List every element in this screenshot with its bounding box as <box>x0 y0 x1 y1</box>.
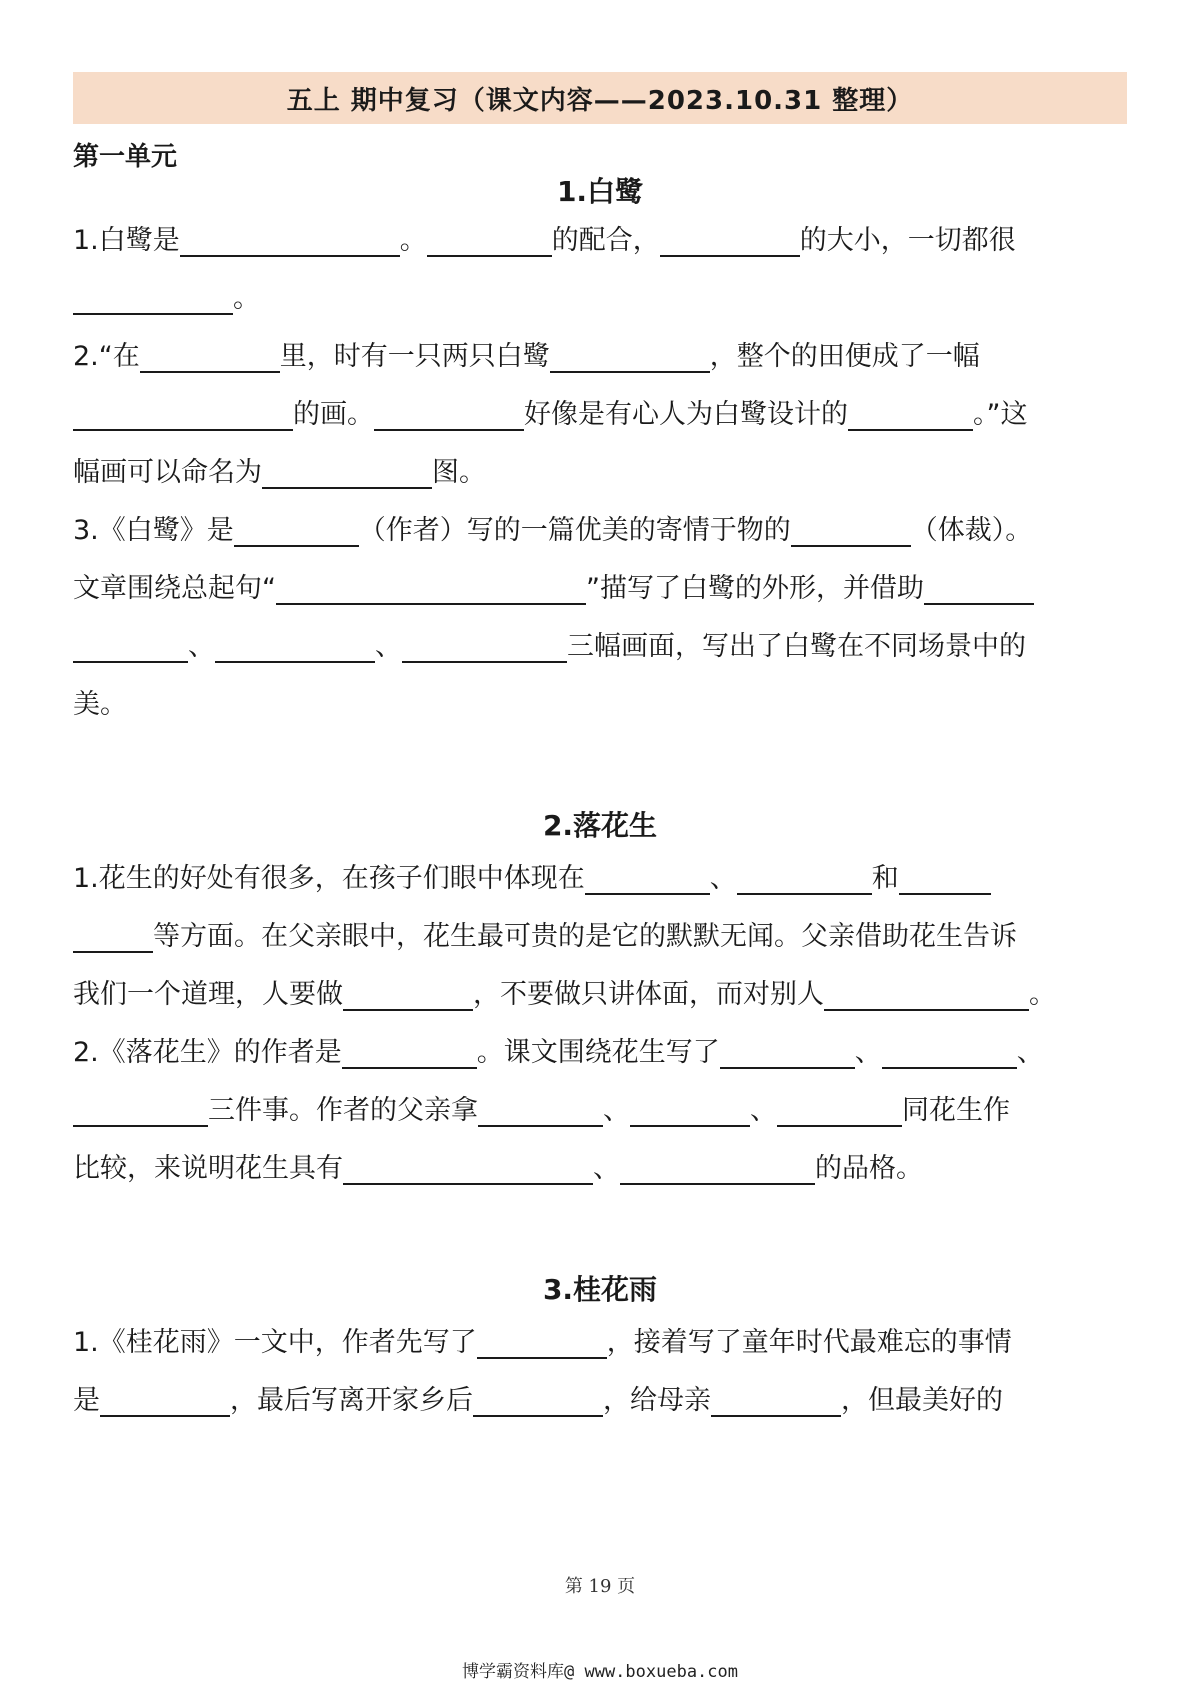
fill-in-blank[interactable] <box>427 225 552 257</box>
line-text: ，整个的田便成了一幅 <box>709 341 980 372</box>
fill-in-blank[interactable] <box>473 1385 603 1417</box>
fill-in-blank[interactable] <box>180 225 400 257</box>
line-text: 三幅画面，写出了白鹭在不同场景中的 <box>567 631 1026 662</box>
line-text: 等方面。在父亲眼中，花生最可贵的是它的默默无闻。父亲借助花生告诉 <box>153 921 1017 952</box>
line-text: 是 <box>73 1385 100 1416</box>
fill-in-blank[interactable] <box>620 1153 815 1185</box>
text-line <box>73 221 1016 261</box>
text-line <box>73 685 127 725</box>
line-text: ”描写了白鹭的外形，并借助 <box>586 573 924 604</box>
lesson-title: 2.落花生 <box>542 809 658 842</box>
line-text: ，但最美好的 <box>841 1385 1003 1416</box>
fill-in-blank[interactable] <box>73 399 293 431</box>
fill-in-blank[interactable] <box>276 573 586 605</box>
line-text: 2.“在 <box>73 341 140 372</box>
fill-in-blank[interactable] <box>660 225 800 257</box>
fill-in-blank[interactable] <box>374 399 524 431</box>
fill-in-blank[interactable] <box>882 1037 1017 1069</box>
fill-in-blank[interactable] <box>848 399 973 431</box>
text-line <box>73 337 980 377</box>
line-text: 。课文围绕花生写了 <box>476 1037 720 1068</box>
fill-in-blank[interactable] <box>343 1153 593 1185</box>
line-text: 、 <box>1016 1037 1044 1068</box>
line-text: （体裁）。 <box>910 515 1033 546</box>
fill-in-blank[interactable] <box>550 341 710 373</box>
text-line <box>73 859 991 899</box>
page-title <box>73 72 1127 124</box>
fill-in-blank[interactable] <box>73 921 153 953</box>
line-text: 、 <box>709 863 737 894</box>
fill-in-blank[interactable] <box>342 1037 477 1069</box>
text-line <box>73 627 1026 667</box>
lesson-title: 1.白鹭 <box>556 175 644 208</box>
text-line <box>73 1149 923 1189</box>
line-text: 。 <box>1029 979 1056 1010</box>
line-text: 的配合， <box>551 225 660 256</box>
fill-in-blank[interactable] <box>477 1327 607 1359</box>
line-text: ，不要做只讲体面，而对别人 <box>473 979 824 1010</box>
line-text: 、 <box>750 1095 777 1126</box>
line-text: 里，时有一只两只白鹭 <box>279 341 550 372</box>
line-text: 、 <box>375 631 402 662</box>
line-text: 1.白鹭是 <box>73 225 180 256</box>
fill-in-blank[interactable] <box>343 979 473 1011</box>
text-line <box>73 975 1056 1015</box>
line-text: 幅画可以命名为 <box>73 457 262 488</box>
line-text: 、 <box>854 1037 882 1068</box>
line-text: 。 <box>233 283 260 314</box>
text-line <box>73 1323 1012 1363</box>
text-line <box>73 453 486 493</box>
line-text: 、 <box>603 1095 630 1126</box>
fill-in-blank[interactable] <box>215 631 375 663</box>
fill-in-blank[interactable] <box>262 457 432 489</box>
fill-in-blank[interactable] <box>899 863 991 895</box>
fill-in-blank[interactable] <box>737 863 872 895</box>
line-text: 文章围绕总起句“ <box>73 573 276 604</box>
line-text: 。”这 <box>973 399 1028 430</box>
fill-in-blank[interactable] <box>402 631 567 663</box>
line-text: 、 <box>593 1153 620 1184</box>
line-text: ，给母亲 <box>603 1385 711 1416</box>
line-text: 、 <box>188 631 215 662</box>
line-text: 比较，来说明花生具有 <box>73 1153 343 1184</box>
line-text: 和 <box>871 863 899 894</box>
lesson-title: 3.桂花雨 <box>542 1273 658 1306</box>
fill-in-blank[interactable] <box>711 1385 841 1417</box>
text-line <box>73 1381 1003 1421</box>
line-text: 同花生作 <box>902 1095 1010 1126</box>
fill-in-blank[interactable] <box>73 631 188 663</box>
page-title-text: 五上 期中复习（课文内容——2023.10.31 整理） <box>286 85 914 116</box>
line-text: 。 <box>399 225 427 256</box>
line-text: ，最后写离开家乡后 <box>230 1385 473 1416</box>
fill-in-blank[interactable] <box>824 979 1029 1011</box>
line-text: 图。 <box>432 457 486 488</box>
fill-in-blank[interactable] <box>100 1385 230 1417</box>
line-text: 1.花生的好处有很多，在孩子们眼中体现在 <box>73 863 585 894</box>
fill-in-blank[interactable] <box>140 341 280 373</box>
page-number: 第 19 页 <box>564 1576 636 1597</box>
line-text: 2.《落花生》的作者是 <box>73 1037 342 1068</box>
line-text: ，接着写了童年时代最难忘的事情 <box>606 1327 1012 1358</box>
line-text: （作者）写的一篇优美的寄情于物的 <box>358 515 791 546</box>
fill-in-blank[interactable] <box>791 515 911 547</box>
line-text: 美。 <box>73 689 127 720</box>
line-text: 我们一个道理，人要做 <box>73 979 343 1010</box>
line-text: 好像是有心人为白鹭设计的 <box>524 399 848 430</box>
fill-in-blank[interactable] <box>478 1095 603 1127</box>
line-text: 的画。 <box>293 399 374 430</box>
fill-in-blank[interactable] <box>630 1095 750 1127</box>
unit-heading: 第一单元 <box>73 142 178 172</box>
text-line <box>73 569 1034 609</box>
text-line <box>73 511 1032 551</box>
line-text: 的品格。 <box>815 1153 923 1184</box>
fill-in-blank[interactable] <box>73 283 233 315</box>
line-text: 1.《桂花雨》一文中，作者先写了 <box>73 1327 477 1358</box>
fill-in-blank[interactable] <box>585 863 710 895</box>
text-line <box>73 395 1028 435</box>
fill-in-blank[interactable] <box>234 515 359 547</box>
line-text: 三件事。作者的父亲拿 <box>208 1095 478 1126</box>
text-line <box>73 917 1017 957</box>
line-text: 3.《白鹭》是 <box>73 515 234 546</box>
fill-in-blank[interactable] <box>73 1095 208 1127</box>
site-watermark: 博学霸资料库@ www.boxueba.com <box>462 1662 738 1682</box>
line-text: 的大小，一切都很 <box>799 225 1016 256</box>
text-line <box>73 1091 1010 1131</box>
text-line <box>73 279 260 319</box>
fill-in-blank[interactable] <box>777 1095 902 1127</box>
fill-in-blank[interactable] <box>924 573 1034 605</box>
text-line <box>73 1033 1044 1073</box>
fill-in-blank[interactable] <box>720 1037 855 1069</box>
